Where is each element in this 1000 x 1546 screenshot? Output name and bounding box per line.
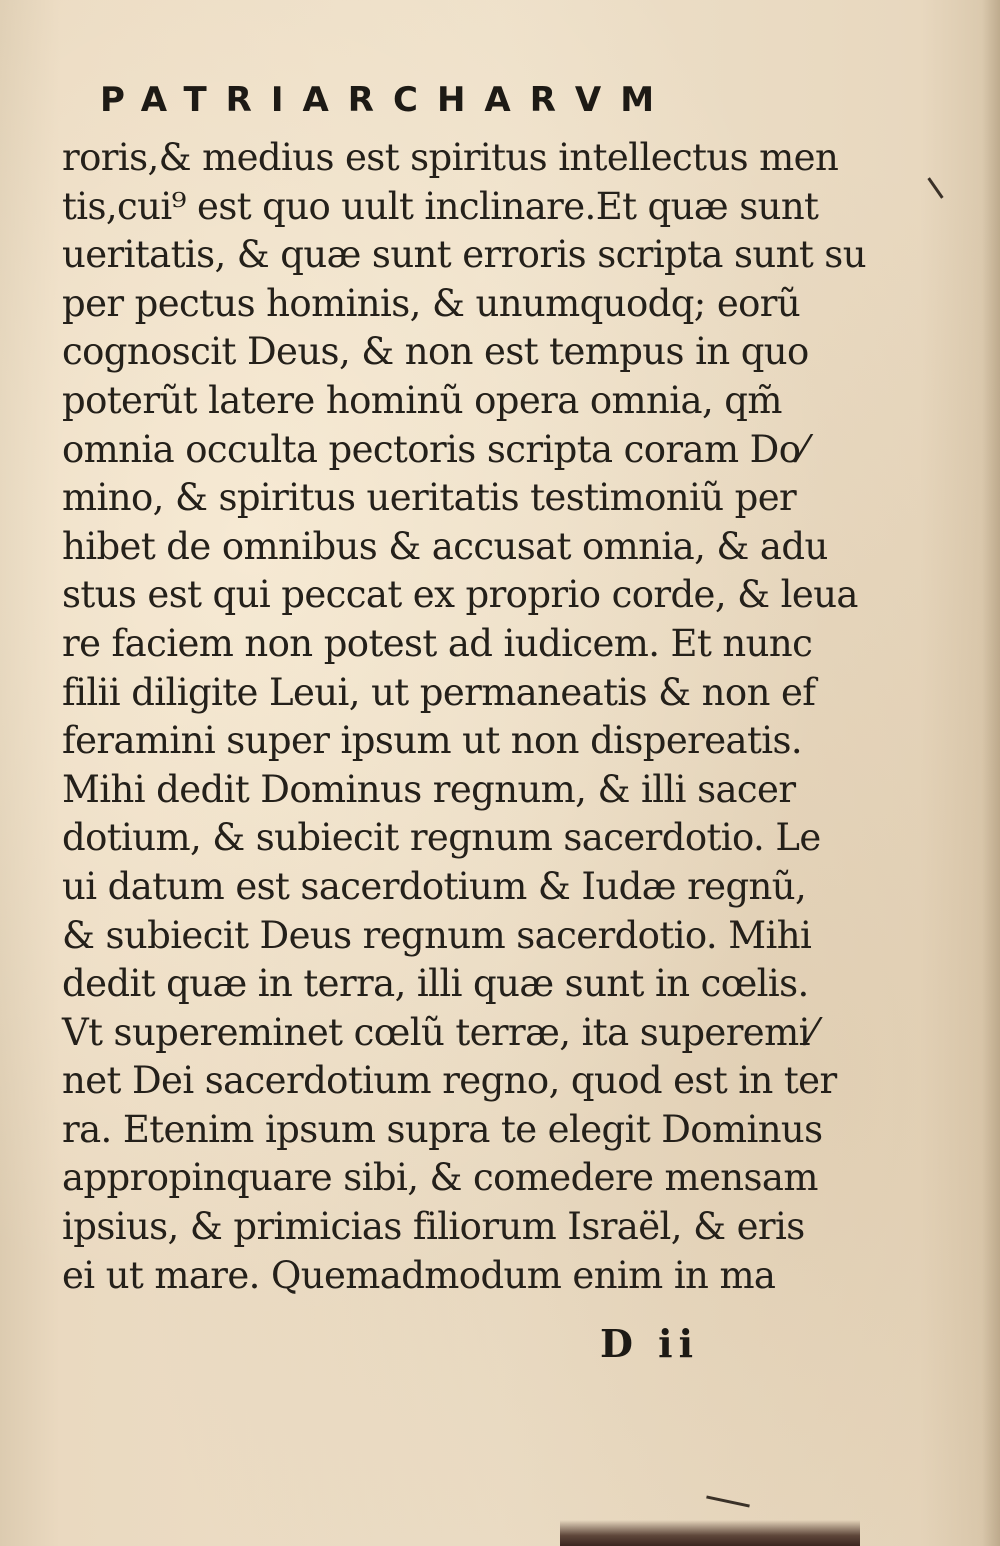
text-line: omnia occulta pectoris scripta coram Do⁄ (62, 427, 806, 471)
text-line: re faciem non potest ad iudicem. Et nunc (62, 621, 813, 665)
text-line: hibet de omnibus & accusat omnia, & adu (62, 524, 828, 568)
text-line: ra. Etenim ipsum supra te elegit Dominus (62, 1107, 823, 1151)
text-line: Mihi dedit Dominus regnum, & illi sacer (62, 767, 796, 811)
text-line: feramini super ipsum ut non dispereatis. (62, 719, 803, 763)
margin-stroke (927, 177, 943, 198)
binding-strip (560, 1520, 860, 1546)
page-edge-shadow (982, 0, 1000, 1546)
text-line: ei ut mare. Quemadmodum enim in ma (62, 1253, 776, 1297)
running-header: PATRIARCHARVM (100, 80, 674, 120)
text-line: per pectus hominis, & unumquodq; eorũ (62, 281, 801, 325)
text-line: appropinquare sibi, & comedere mensam (62, 1156, 818, 1200)
signature-mark: D ii (600, 1321, 700, 1366)
text-line: roris,& medius est spiritus intellectus men (62, 136, 839, 179)
text-line: & subiecit Deus regnum sacerdotio. Mihi (62, 913, 812, 957)
bottom-stroke (706, 1495, 750, 1507)
body-text (62, 134, 866, 1300)
text-line: stus est qui peccat ex proprio corde, & leua (62, 573, 858, 617)
text-line: tis,cui⁹ est quo uult inclinare.Et quæ sunt (62, 184, 819, 228)
text-line: ui datum est sacerdotium & Iudæ regnũ, (62, 864, 807, 908)
text-line: net Dei sacerdotium regno, quod est in ter (62, 1059, 837, 1103)
text-line: cognoscit Deus, & non est tempus in quo (62, 330, 809, 374)
text-line: ipsius, & primicias filiorum Israël, & eris (62, 1205, 805, 1249)
text-line: filii diligite Leui, ut permaneatis & non ef (62, 670, 816, 714)
text-line: dotium, & subiecit regnum sacerdotio. Le (62, 816, 821, 860)
text-line: Vt supereminet cœlũ terræ, ita superemi⁄ (62, 1010, 816, 1054)
text-line: poterũt latere hominũ opera omnia, qm̃ (62, 378, 782, 422)
text-line: mino, & spiritus ueritatis testimoniũ per (62, 476, 797, 520)
text-line: ueritatis, & quæ sunt erroris scripta sunt su (62, 233, 866, 277)
text-line: dedit quæ in terra, illi quæ sunt in cœlis. (62, 962, 809, 1006)
